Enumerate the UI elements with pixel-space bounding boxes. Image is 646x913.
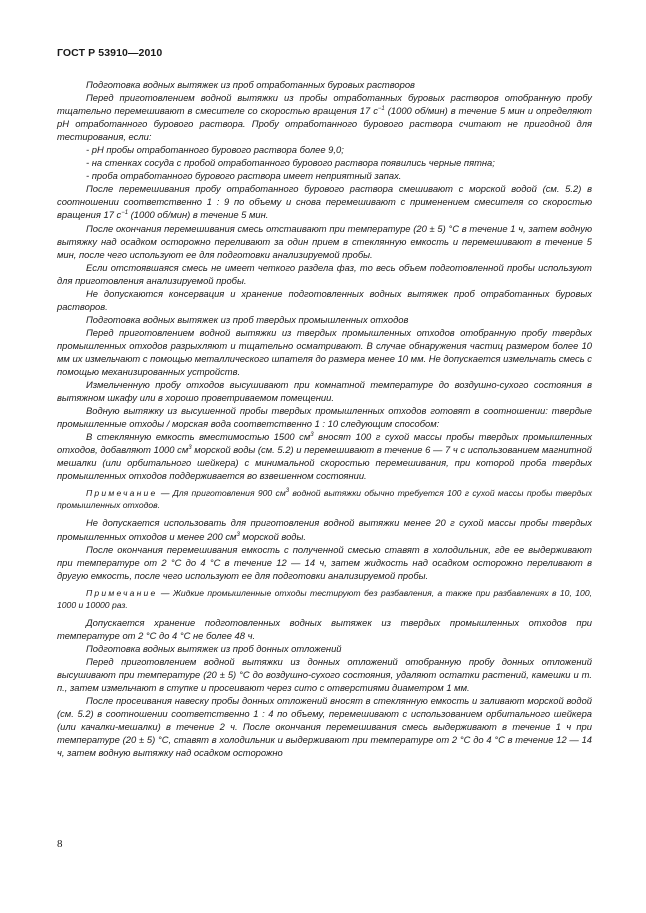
note-2: Примечание — Жидкие промышленные отходы тестируют без разбавления, а также при разбавлениях в 10, 100, 1000 и 10000 раз. xyxy=(57,587,592,610)
document-header: ГОСТ Р 53910—2010 xyxy=(57,47,163,59)
paragraph: Перед приготовлением водной вытяжки из донных отложений отобранную пробу донных отложений высушивают при температуре (20 ± 5) °С до воздушно-сухого состояния, удаляют остатки растений, камешки и т. п., затем измельчают в ступке и просеивают через сито с отверстиями диаметром 1 мм. xyxy=(57,655,592,693)
page-number: 8 xyxy=(57,838,63,850)
list-item: - проба отработанного бурового раствора имеет неприятный запах. xyxy=(86,170,402,182)
paragraph: Перед приготовлением водной вытяжки из пробы отработанных буровых растворов отобранную пробу тщательно перемешивают в смесителе со скоростью вращения 17 $с^{-1}$ (1000 об/мин) в течение 5 мин и определяют pH отработанного бурового раствора. Пробу отработанного бурового раствора считают не пригодной для тестирования, если: xyxy=(57,92,592,143)
note-1: Примечание — Для приготовления 900 $см^3$ водной вытяжки обычно требуется 100 г сухой массы пробы твердых промышленных отходов. xyxy=(57,488,592,511)
paragraph: После окончания перемешивания смесь отстаивают при температуре (20 ± 5) °С в течение 1 ч, затем водную вытяжку над осадком осторожно переливают за один прием в стеклянную емкость и перемешивают в течение 5 мин, после чего используют ее для подготовки анализируемой пробы. xyxy=(57,222,592,260)
paragraph: Измельченную пробу отходов высушивают при комнатной температуре до воздушно-сухого состояния в вытяжном шкафу или в хорошо проветриваемом помещении. xyxy=(57,379,592,404)
paragraph: Не допускается использовать для приготовления водной вытяжки менее 20 г сухой массы пробы твердых промышленных отходов и менее 200 $см^3$ морской воды. xyxy=(57,517,592,542)
section-heading-sediments: Подготовка водных вытяжек из проб донных отложений xyxy=(86,642,342,654)
paragraph: Если отстоявшаяся смесь не имеет четкого раздела фаз, то весь объем подготовленной пробы используют для приготовления анализируемой пробы. xyxy=(57,261,592,286)
paragraph: Допускается хранение подготовленных водных вытяжек из твердых промышленных отходов при температуре от 2 °С до 4 °С не более 48 ч. xyxy=(57,616,592,641)
paragraph: Перед приготовлением водной вытяжки из твердых промышленных отходов отобранную пробу твердых промышленных отходов разрыхляют и тщательно осматривают. В случае обнаружения частиц размером более 10 мм их измельчают с помощью металлического шпателя до размера менее 10 мм. Не допускается измельчать смесь с помощью механизированных устройств. xyxy=(57,326,592,378)
paragraph: Не допускаются консервация и хранение подготовленных водных вытяжек проб отработанных буровых растворов. xyxy=(57,287,592,312)
section-heading-drilling-fluids: Подготовка водных вытяжек из проб отработанных буровых растворов xyxy=(86,79,415,90)
paragraph: После перемешивания пробу отработанного бурового раствора смешивают с морской водой (см. 5.2) в соотношении соответственно 1 : 9 по объему и снова перемешивают с применением смесителя со скоростью вращения 17 $с^{-1}$ (1000 об/мин) в течение 5 мин. xyxy=(57,183,592,221)
note-label: Примечание xyxy=(86,587,158,598)
paragraph: Водную вытяжку из высушенной пробы твердых промышленных отходов готовят в соотношении: твердые промышленные отходы / морская вода соответственно 1 : 10 следующим способом: xyxy=(57,405,592,430)
list-item: - на стенках сосуда с пробой отработанного бурового раствора появились черные пятна; xyxy=(86,157,495,169)
section-heading-solid-waste: Подготовка водных вытяжек из проб твердых промышленных отходов xyxy=(86,313,409,325)
list-item: - pH пробы отработанного бурового раствора более 9,0; xyxy=(86,144,344,156)
paragraph: В стеклянную емкость вместимостью 1500 $см^3$ вносят 100 г сухой массы пробы твердых промышленных отходов, добавляют 1000 $см^3$ морской воды (см. 5.2) и перемешивают в течение 6 — 7 ч с использованием магнитной мешалки (или орбитального шейкера) с минимальной скоростью перемешивания, при которой проба твердых промышленных отходов поддерживается во взвешенном состоянии. xyxy=(57,431,593,482)
paragraph: После окончания перемешивания емкость с полученной смесью ставят в холодильник, где ее выдерживают при температуре от 2 °С до 4 °С в течение 12 — 14 ч, затем жидкость над осадком осторожно переливают в другую емкость, после чего используют ее для подготовки анализируемой пробы. xyxy=(57,543,592,581)
document-body xyxy=(57,78,592,759)
paragraph: После просеивания навеску пробы донных отложений вносят в стеклянную емкость и заливают морской водой (см. 5.2) в соотношении соответственно 1 : 4 по объему, перемешивают с использованием орбитального шейкера (или качалки-мешалки) в течение 2 ч. После окончания перемешивания смесь выдерживают в течение 1 ч при температуре (20 ± 5) °С, ставят в холодильник и выдерживают при температуре от 2 °С до 4 °С в течение 12 — 14 ч, затем водную вытяжку над осадком осторожно xyxy=(57,694,592,759)
note-label: Примечание xyxy=(86,488,158,499)
